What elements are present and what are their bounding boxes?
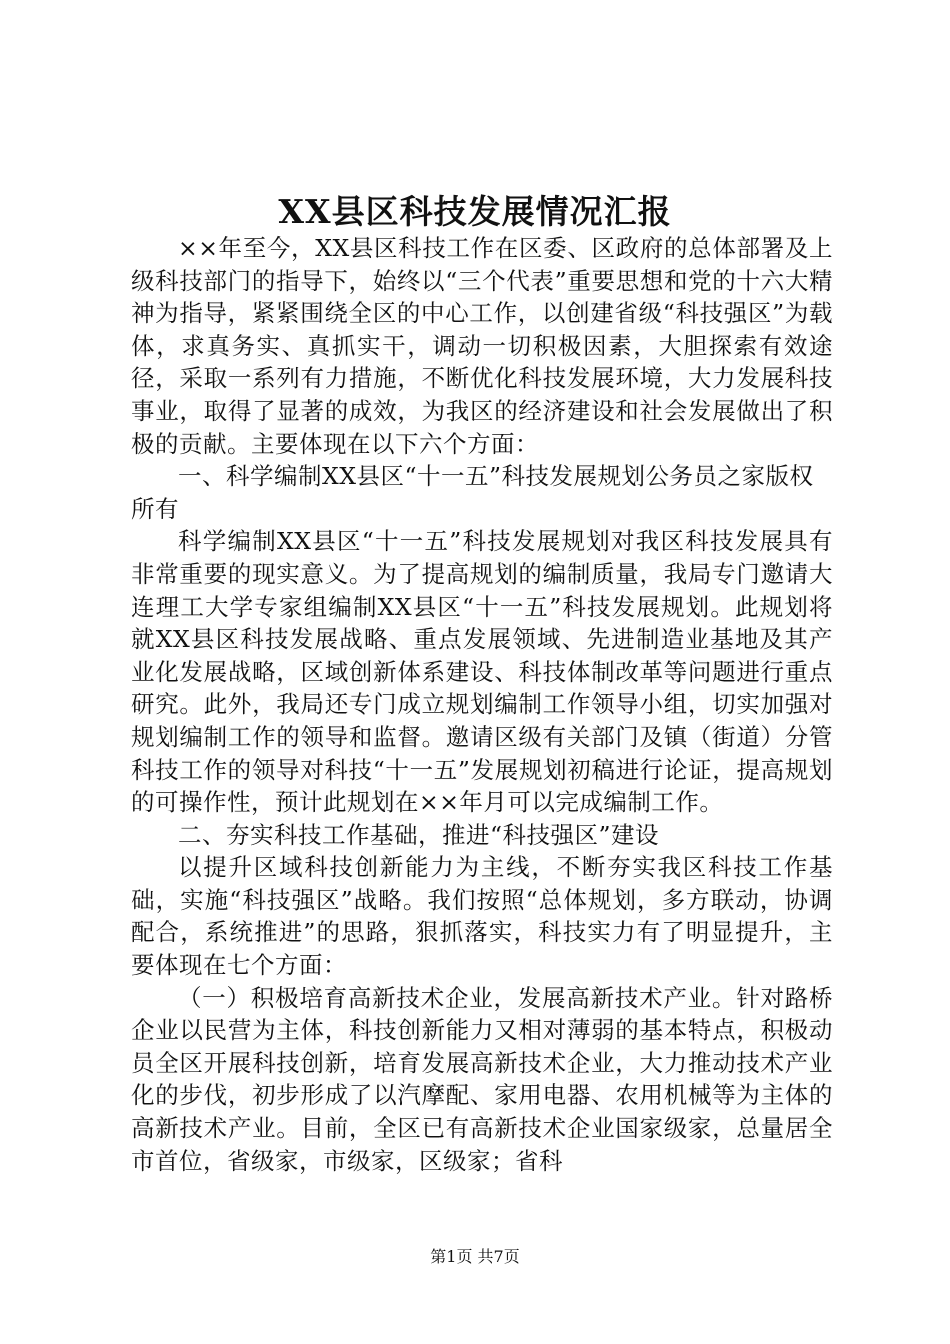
- document-title: XX县区科技发展情况汇报: [278, 192, 672, 231]
- section-1-paragraph: 科学编制XX县区“十一五”科技发展规划对我区科技发展具有非常重要的现实意义。为了提高规划的编制质量，我局专门邀请大连理工大学专家组编制XX县区“十一五”科技发展规划。此规划将就XX县区科技发展战略、重点发展领域、先进制造业基地及其产业化发展战略，区域创新体系建设、科技体制改革等问题进行重点研究。此外，我局还专门成立规划编制工作领导小组，切实加强对规划编制工作的领导和监督。邀请区级有关部门及镇（街道）分管科技工作的领导对科技“十一五”发展规划初稿进行论证，提高规划的可操作性，预计此规划在××年月可以完成编制工作。: [131, 527, 833, 817]
- section-heading-2: 二、夯实科技工作基础，推进“科技强区”建设: [178, 820, 660, 849]
- intro-paragraph: ××年至今，XX县区科技工作在区委、区政府的总体部署及上级科技部门的指导下，始终以“三个代表”重要思想和党的十六大精神为指导，紧紧围绕全区的中心工作，以创建省级“科技强区”为载体，求真务实、真抓实干，调动一切积极因素，大胆探索有效途径，采取一系列有力措施，不断优化科技发展环境，大力发展科技事业，取得了显著的成效，为我区的经济建设和社会发展做出了积极的贡献。主要体现在以下六个方面：: [131, 234, 833, 458]
- document-body: [131, 232, 833, 1177]
- section-heading-1: 一、科学编制XX县区“十一五”科技发展规划公务员之家版权所有: [131, 462, 814, 523]
- page-footer: 第1页 共7页: [430, 1247, 520, 1266]
- subsection-1-paragraph: （一）积极培育高新技术企业，发展高新技术产业。针对路桥企业以民营为主体，科技创新能力又相对薄弱的基本特点，积极动员全区开展科技创新，培育发展高新技术企业，大力推动技术产业化的步伐，初步形成了以汽摩配、家用电器、农用机械等为主体的高新技术产业。目前，全区已有高新技术企业国家级家，总量居全市首位，省级家，市级家，区级家；省科: [131, 983, 833, 1175]
- section-2-paragraph: 以提升区域科技创新能力为主线，不断夯实我区科技工作基础，实施“科技强区”战略。我们按照“总体规划，多方联动，协调配合，系统推进”的思路，狠抓落实，科技实力有了明显提升，主要体现在七个方面：: [131, 853, 833, 980]
